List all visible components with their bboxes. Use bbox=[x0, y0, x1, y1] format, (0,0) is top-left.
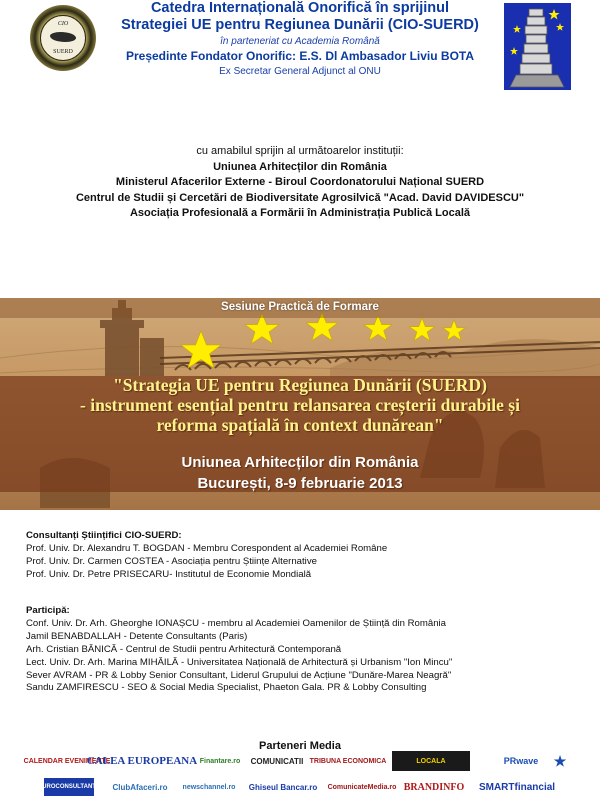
media-logo: COMUNICATII bbox=[250, 756, 304, 766]
media-logo: SMARTfinancial bbox=[478, 781, 556, 793]
media-logo: CALENDAR EVENIMENTE bbox=[23, 757, 111, 765]
stacked-stones-icon bbox=[504, 3, 571, 90]
media-logo: Ghiseul Bancar.ro bbox=[248, 782, 318, 792]
consultant-item: Prof. Univ. Dr. Petre PRISECARU- Institutul de Economie Mondială bbox=[26, 568, 312, 580]
logo-text-bottom: SUERD bbox=[53, 49, 73, 55]
participant-item: Lect. Univ. Dr. Arh. Marina MIHĂILĂ - Universitatea Națională de Arhitectură și Urbanism "Ion Mincu" bbox=[26, 656, 453, 668]
media-logo: ClubAfaceri.ro bbox=[112, 782, 168, 792]
media-logo: ComunicateMedia.ro bbox=[327, 783, 397, 791]
participant-item: Arh. Cristian BĂNICĂ - Centrul de Studii pentru Arhitectură Contemporană bbox=[26, 643, 342, 655]
cio-suerd-emblem bbox=[40, 15, 86, 61]
header bbox=[100, 0, 500, 78]
session-label: Sesiune Practică de Formare bbox=[221, 301, 379, 313]
event-banner bbox=[0, 298, 600, 510]
institution-item: Asociația Profesională a Formării în Administrația Publică Locală bbox=[129, 207, 471, 219]
media-logo: CALEA EUROPEANA bbox=[86, 755, 198, 767]
media-logo: newschannel.ro bbox=[182, 783, 236, 791]
venue-name: Uniunea Arhitecților din România bbox=[181, 454, 419, 471]
logo-text-top: CIO bbox=[57, 21, 69, 27]
event-title-line3: reforma spațială în context dunărean" bbox=[156, 415, 444, 435]
media-logo: BRANDINFO bbox=[403, 781, 465, 793]
header-president: Președinte Fondator Onorific: E.S. Dl Ambasador Liviu BOTA bbox=[125, 49, 475, 63]
header-partnership: în parteneriat cu Academia Română bbox=[220, 36, 380, 47]
media-logo: LOCALA bbox=[392, 751, 470, 771]
event-title bbox=[30, 375, 570, 435]
consultants-section bbox=[26, 530, 586, 582]
media-logo: Finantare.ro bbox=[199, 757, 241, 765]
header-title-line1: Catedra Internațională Onorifică în sprijinul bbox=[150, 0, 450, 16]
participant-item: Sandu ZAMFIRESCU - SEO & Social Media Specialist, Phaeton Gala. PR & Lobby Consulting bbox=[26, 682, 427, 694]
participant-item: Jamil BENABDALLAH - Detente Consultants (Paris) bbox=[26, 630, 248, 642]
header-former-role: Ex Secretar General Adjunct al ONU bbox=[219, 66, 381, 77]
media-logo: TRIBUNA ECONOMICA bbox=[309, 757, 387, 765]
consultants-title: Consultanți Științifici CIO-SUERD: bbox=[26, 530, 182, 541]
cio-suerd-logo bbox=[30, 5, 96, 71]
consultant-item: Prof. Univ. Dr. Alexandru T. BOGDAN - Membru Corespondent al Academiei Române bbox=[26, 542, 388, 554]
consultant-item: Prof. Univ. Dr. Carmen COSTEA - Asociația pentru Științe Alternative bbox=[26, 555, 317, 567]
institution-item: Ministerul Afacerilor Externe - Biroul Coordonatorului Național SUERD bbox=[115, 176, 485, 188]
media-logo: PRwave bbox=[503, 756, 539, 766]
participant-item: Conf. Univ. Dr. Arh. Gheorghe IONAȘCU - membru al Academiei Oamenilor de Știință din România bbox=[26, 617, 446, 629]
institution-item: Uniunea Arhitecților din România bbox=[213, 160, 387, 173]
participants-section bbox=[26, 605, 586, 695]
institutions-intro: cu amabilul sprijin al următoarelor instituții: bbox=[196, 145, 404, 157]
danube-map-icon bbox=[50, 32, 76, 42]
event-venue bbox=[0, 452, 600, 494]
event-title-line2: - instrument esențial pentru relansarea creșterii durabile și bbox=[80, 395, 520, 415]
event-date: București, 8-9 februarie 2013 bbox=[197, 475, 403, 492]
institutions bbox=[60, 144, 540, 222]
institution-item: Centrul de Studii și Cercetări de Biodiversitate Agrosilvică "Acad. David DAVIDESCU" bbox=[75, 191, 525, 204]
event-title-line1: "Strategia UE pentru Regiunea Dunării (SUERD) bbox=[113, 375, 487, 395]
media-logo: EUROCONSULTANTA bbox=[44, 778, 94, 796]
star-logo-icon: ★ bbox=[553, 752, 567, 769]
header-title-line2: Strategiei UE pentru Regiunea Dunării (CIO-SUERD) bbox=[121, 17, 479, 33]
participant-item: Sever AVRAM - PR & Lobby Senior Consultant, Liderul Grupului de Acțiune "Dunăre-Marea Neagră" bbox=[26, 669, 452, 681]
participants-title: Participă: bbox=[26, 605, 70, 616]
media-partners-title: Parteneri Media bbox=[259, 740, 341, 752]
eu-danube-logo bbox=[504, 3, 571, 90]
